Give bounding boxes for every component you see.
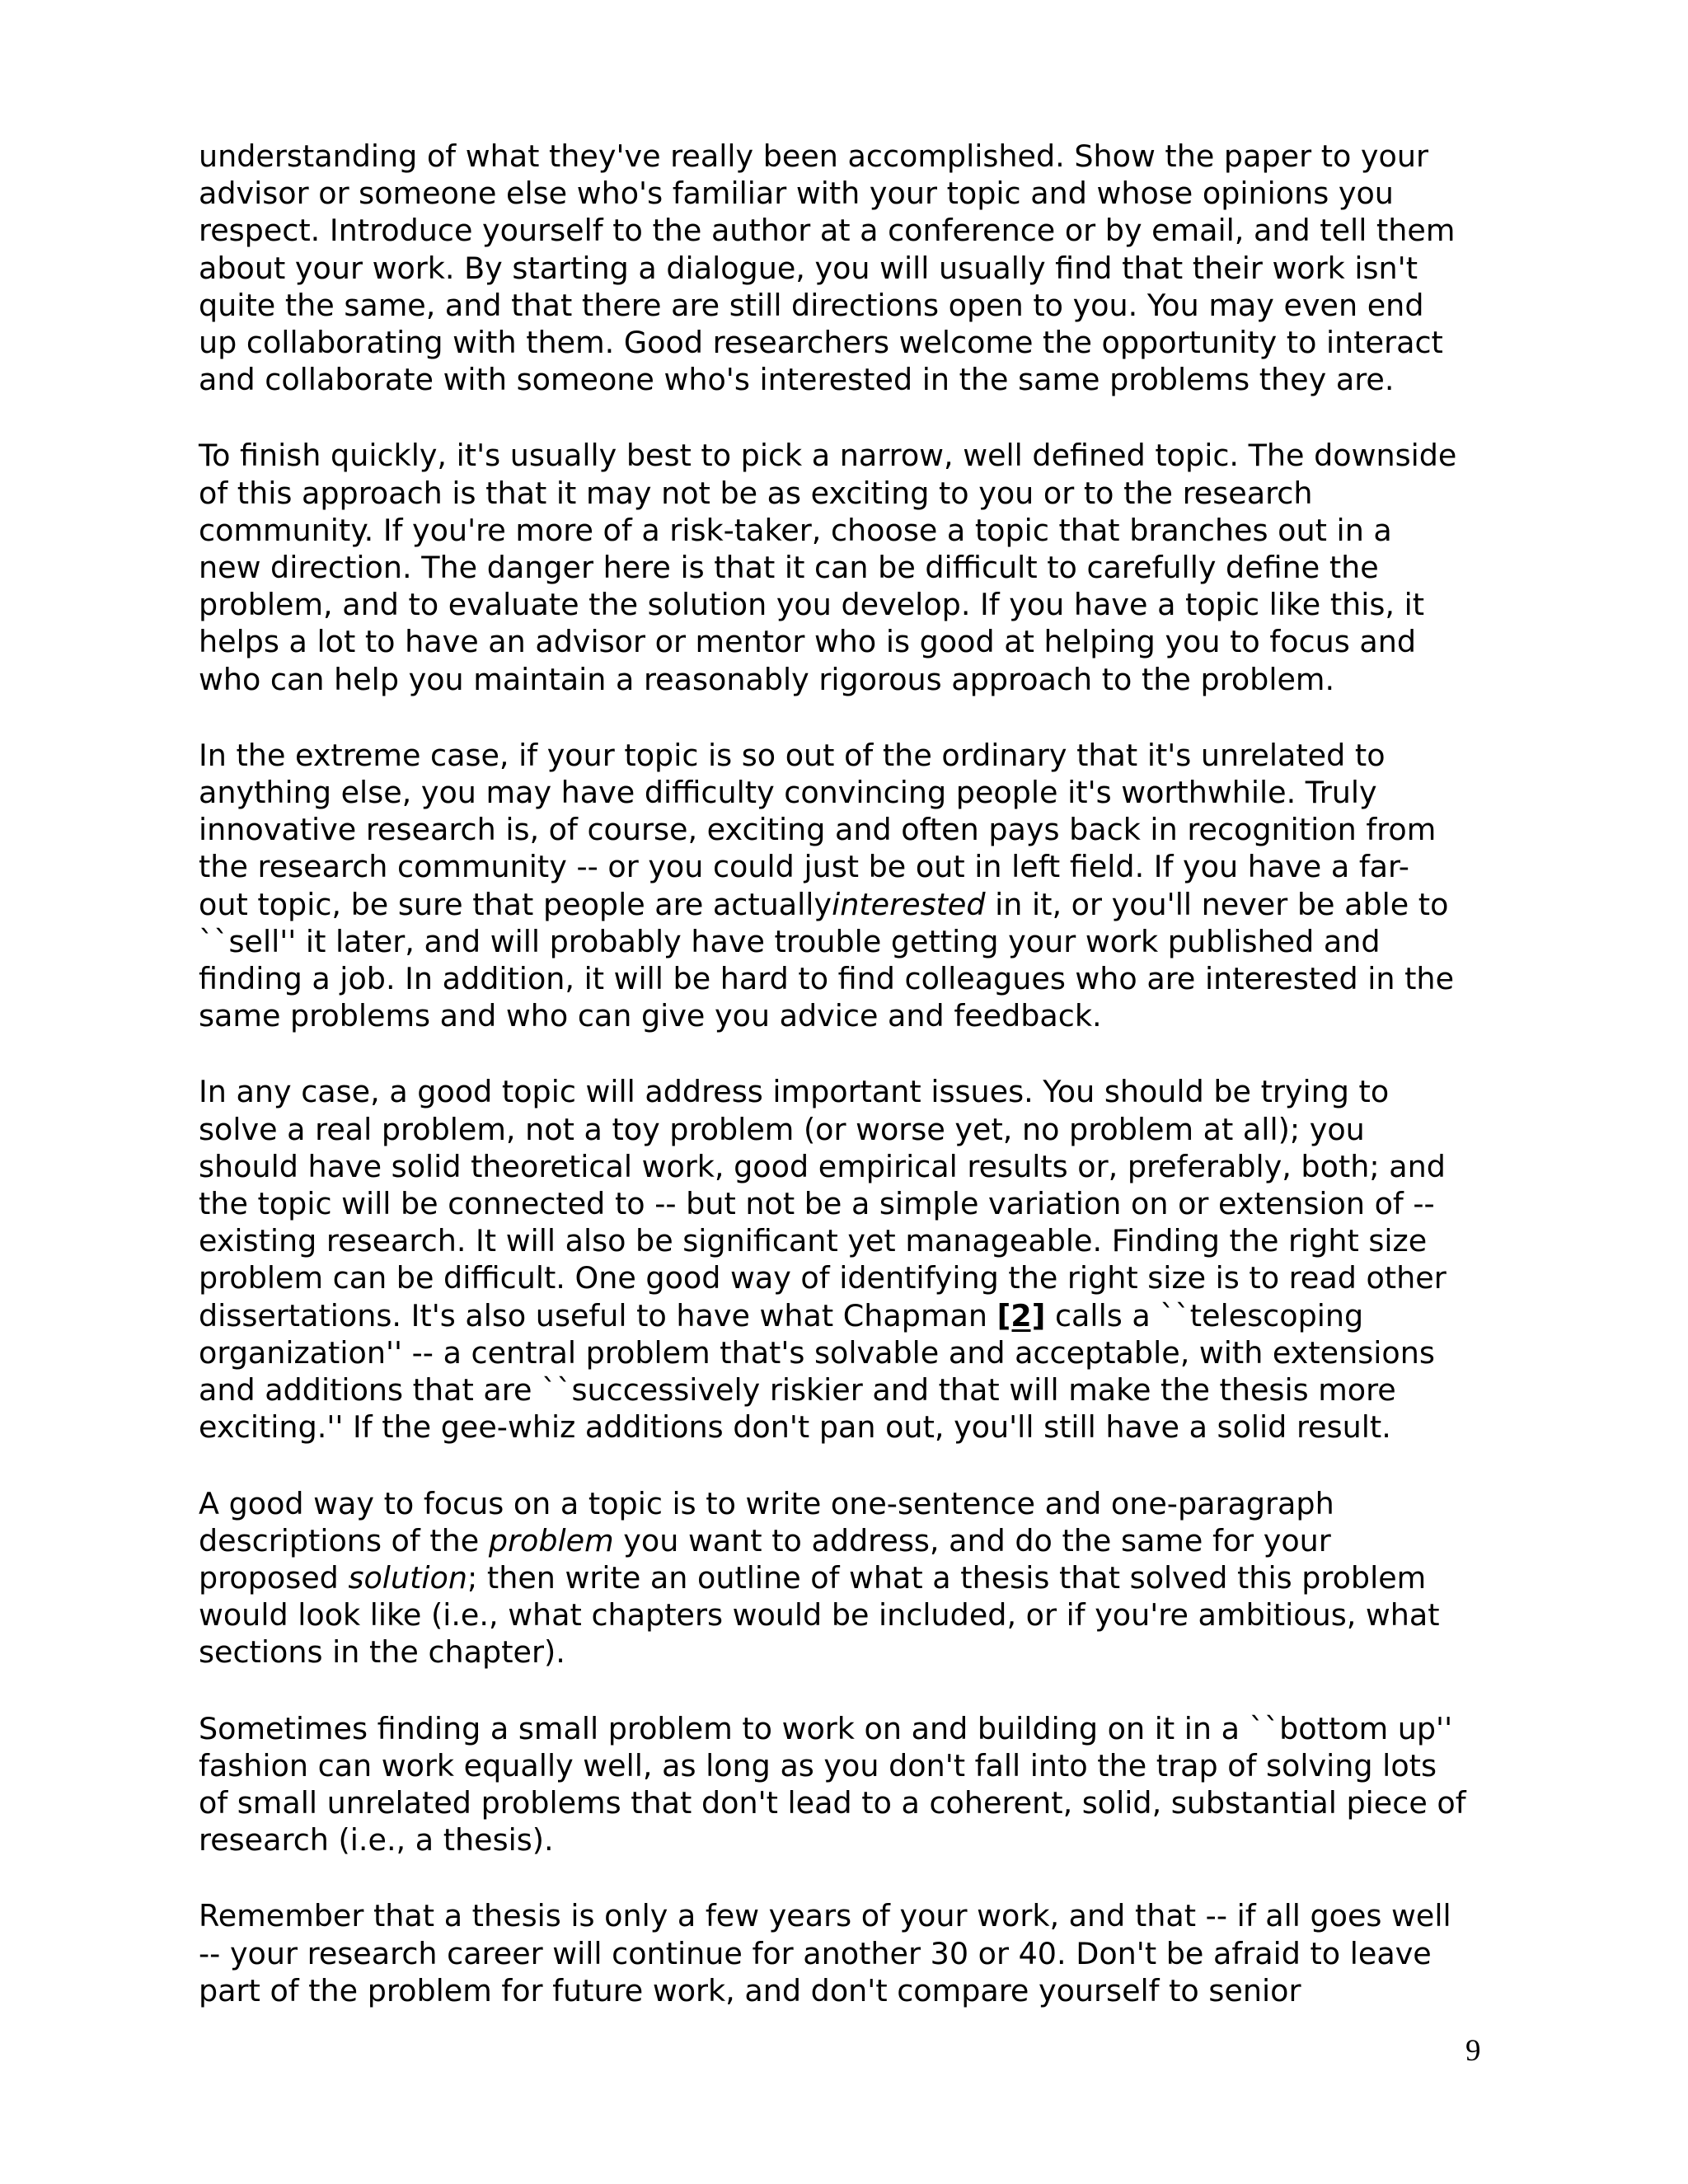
text-line: new direction. The danger here is that it can be difficult to carefully define the [199, 550, 1379, 586]
text-line: anything else, you may have difficulty convincing people it's worthwhile. Truly [199, 775, 1377, 811]
text-segment: ; then write an outline of what a thesis that solved this problem [467, 1559, 1427, 1596]
text-line: would look like (i.e., what chapters would be included, or if you're ambitious, what [199, 1597, 1440, 1633]
text-line: Sometimes finding a small problem to work on and building on it in a ``bottom up'' [199, 1710, 1453, 1746]
paragraph-7 [199, 1897, 1493, 2009]
text-line [199, 886, 1493, 923]
text-line: Remember that a thesis is only a few years of your work, and that -- if all goes well [199, 1898, 1451, 1934]
text-line: advisor or someone else who's familiar with your topic and whose opinions you [199, 176, 1394, 212]
emphasis-solution: solution [348, 1559, 467, 1596]
text-line: the research community -- or you could just be out in left field. If you have a far- [199, 849, 1409, 885]
paragraph-1 [199, 138, 1493, 398]
paragraph-5 [199, 1485, 1493, 1671]
text-line: In the extreme case, if your topic is so out of the ordinary that it's unrelated to [199, 737, 1386, 773]
text-line: innovative research is, of course, exciting and often pays back in recognition from [199, 812, 1437, 848]
text-line: finding a job. In addition, it will be hard to find colleagues who are interested in the [199, 961, 1455, 997]
text-line: of small unrelated problems that don't lead to a coherent, solid, substantial piece of [199, 1784, 1466, 1821]
text-line: community. If you're more of a risk-taker, choose a topic that branches out in a [199, 512, 1392, 548]
text-line: same problems and who can give you advice and feedback. [199, 998, 1102, 1034]
text-line: organization'' -- a central problem that's solvable and acceptable, with extensions [199, 1334, 1435, 1371]
text-line: part of the problem for future work, and don't compare yourself to senior [199, 1972, 1301, 2008]
text-line: quite the same, and that there are still directions open to you. You may even end [199, 287, 1424, 323]
text-line: of this approach is that it may not be as exciting to you or to the research [199, 475, 1313, 511]
text-line: fashion can work equally well, as long as you don't fall into the trap of solving lots [199, 1747, 1437, 1783]
text-line: about your work. By starting a dialogue, you will usually find that their work isn't [199, 250, 1418, 286]
paragraph-2 [199, 437, 1493, 697]
text-line: respect. Introduce yourself to the author at a conference or by email, and tell them [199, 213, 1456, 249]
text-line: A good way to focus on a topic is to write one-sentence and one-paragraph [199, 1485, 1334, 1521]
page-body [199, 138, 1493, 2048]
text-line: understanding of what they've really been accomplished. Show the paper to your [199, 138, 1429, 174]
text-line: and additions that are ``successively riskier and that will make the thesis more [199, 1372, 1396, 1408]
text-line: existing research. It will also be significant yet manageable. Finding the right size [199, 1223, 1428, 1259]
emphasis-interested: interested [832, 886, 986, 922]
text-segment: dissertations. It's also useful to have what Chapman [199, 1297, 997, 1333]
text-line: and collaborate with someone who's interested in the same problems they are. [199, 362, 1395, 398]
text-segment: out topic, be sure that people are actually [199, 886, 832, 922]
text-line: exciting.'' If the gee-whiz additions don't pan out, you'll still have a solid result. [199, 1409, 1391, 1446]
text-line: ``sell'' it later, and will probably have trouble getting your work published and [199, 923, 1381, 959]
paragraph-6 [199, 1710, 1493, 1859]
text-line: To finish quickly, it's usually best to pick a narrow, well defined topic. The downside [199, 438, 1457, 474]
text-line: problem, and to evaluate the solution you develop. If you have a topic like this, it [199, 587, 1425, 623]
text-line: research (i.e., a thesis). [199, 1822, 554, 1858]
text-line: solve a real problem, not a toy problem (or worse yet, no problem at all); you [199, 1111, 1365, 1147]
text-segment: calls a ``telescoping [1045, 1297, 1364, 1333]
text-segment: proposed [199, 1559, 349, 1596]
text-line: the topic will be connected to -- but not be a simple variation on or extension of -- [199, 1186, 1435, 1222]
text-line: should have solid theoretical work, good empirical results or, preferably, both; and [199, 1148, 1446, 1184]
text-line [199, 1297, 1493, 1334]
text-line: sections in the chapter). [199, 1634, 565, 1671]
text-line: In any case, a good topic will address important issues. You should be trying to [199, 1074, 1390, 1110]
text-line: up collaborating with them. Good researchers welcome the opportunity to interact [199, 325, 1443, 361]
text-line: helps a lot to have an advisor or mentor who is good at helping you to focus and [199, 624, 1417, 660]
text-line: problem can be difficult. One good way of identifying the right size is to read other [199, 1260, 1447, 1296]
text-segment: in it, or you'll never be able to [985, 886, 1449, 922]
text-segment: you want to address, and do the same for your [613, 1522, 1331, 1558]
text-line [199, 1522, 1493, 1559]
citation-link-2[interactable]: [2] [996, 1297, 1046, 1333]
text-segment: descriptions of the [199, 1522, 489, 1558]
paragraph-3 [199, 737, 1493, 1035]
text-line: -- your research career will continue for another 30 or 40. Don't be afraid to leave [199, 1935, 1432, 1971]
text-line [199, 1559, 1493, 1596]
text-line: who can help you maintain a reasonably rigorous approach to the problem. [199, 661, 1335, 697]
paragraph-4 [199, 1073, 1493, 1446]
emphasis-problem: problem [488, 1522, 614, 1558]
page-number: 9 [1465, 2034, 1481, 2068]
